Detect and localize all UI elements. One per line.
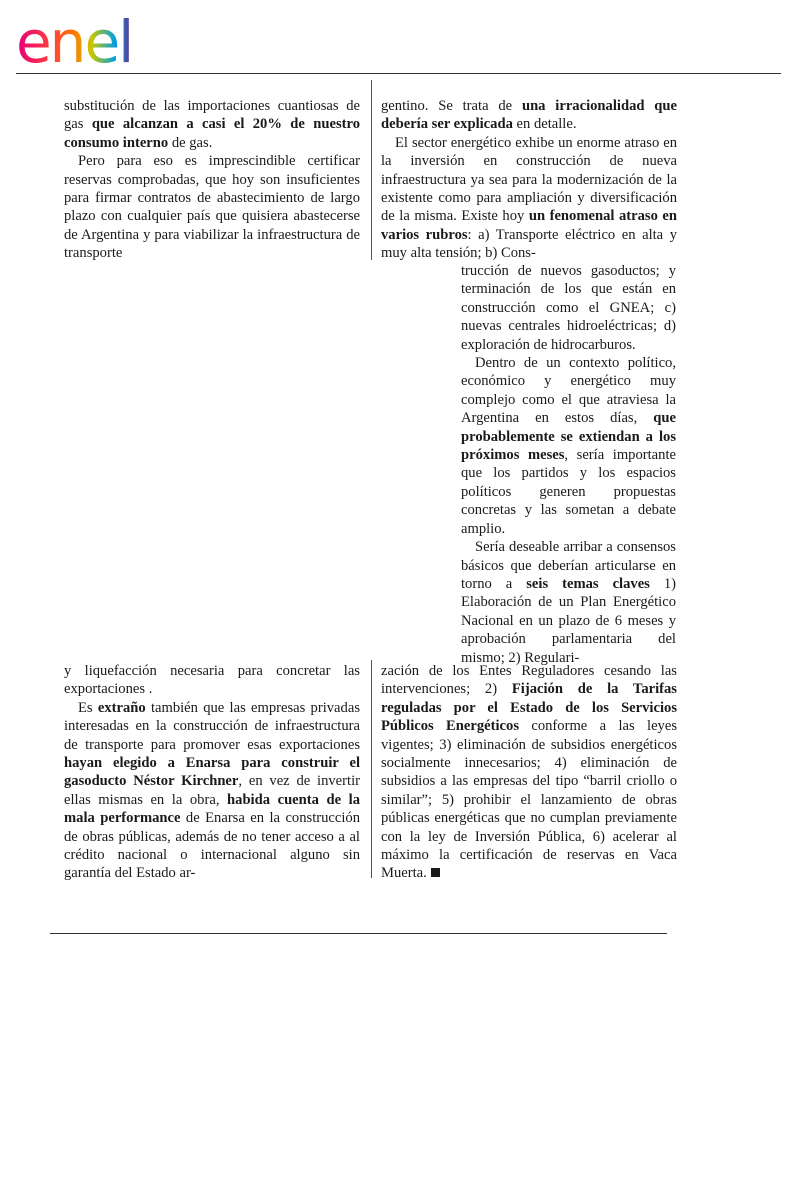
paragraph: trucción de nuevos gasoductos; y terminación de los que están en construcción como el GNEA; c) nuevas centrales hidroeléctricas; d) exploración de hidrocarburos.	[461, 263, 676, 353]
paragraph: El sector energético exhibe un enorme atraso en la inversión en construcción de nueva infraestructura ya sea para la modernización de la existente como para ampliación y diversificación de la misma. Existe hoy un fenomenal atraso en varios rubros: a) Transporte eléctrico en alta y muy alta tensión; b) Cons-	[381, 134, 677, 262]
enel-logo	[16, 6, 176, 70]
right-column-bottom	[381, 662, 677, 883]
right-column-top	[381, 97, 677, 263]
footer-rule	[50, 933, 667, 934]
left-column-bottom	[64, 662, 360, 883]
column-divider-top	[371, 80, 372, 260]
paragraph: Sería deseable arribar a consensos básicos que deberían articularse en torno a seis temas claves 1) Elaboración de un Plan Energético Nacional en un plazo de 6 meses y aprobación parlamentaria del mismo; 2) Regulari-	[461, 539, 676, 666]
paragraph: Dentro de un contexto político, económico y energético muy complejo como el que atraviesa la Argentina en estos días, que probablemente se extiendan a los próximos meses, sería importante que los partidos y los espacios políticos generen propuestas concretas y las sometan a debate amplio.	[461, 355, 676, 537]
paragraph: y liquefacción necesaria para concretar las exportaciones .	[64, 663, 360, 698]
paragraph: Es extraño también que las empresas privadas interesadas en la construcción de infraestructura de transporte para promover esas exportaciones hayan elegido a Enarsa para construir el gasoducto Néstor Kirchner, en vez de invertir ellas mismas en la obra, habida cuenta de la mala performance de Enarsa en la construcción de obras públicas, además de no tener acceso a al crédito nacional o internacional alguno sin garantía del Estado ar-	[64, 699, 361, 882]
column-divider-bottom	[371, 660, 372, 878]
paragraph: gentino. Se trata de una irracionalidad que debería ser explicada en detalle.	[381, 98, 677, 133]
logo-text: enel	[16, 8, 133, 70]
paragraph: Pero para eso es imprescindible certificar reservas comprobadas, que hoy son insuficientes para firmar contratos de abastecimiento de largo plazo con cualquier país que quisiera abastecerse de Argentina y para viabilizar la infraestructura de transporte	[64, 153, 360, 262]
end-of-article-mark	[431, 868, 440, 877]
right-column-narrow	[461, 262, 676, 667]
paragraph: substitución de las importaciones cuantiosas de gas que alcanzan a casi el 20% de nuestro consumo interno de gas.	[64, 98, 360, 151]
paragraph: zación de los Entes Reguladores cesando las intervenciones; 2) Fijación de la Tarifas reguladas por el Estado de los Servicios Públicos Energéticos conforme a las leyes vigentes; 3) eliminación de subsidios energéticos socialmente innecesarios; 4) eliminación de subsidios a las empresas del tipo “barril criollo o similar”; 5) prohibir el lanzamiento de obras públicas energéticas que no cumplan previamente con la ley de Inversión Pública, 6) acelerar al máximo la certificación de reservas en Vaca Muerta.	[381, 663, 678, 882]
header-rule	[16, 73, 781, 74]
left-column-top	[64, 97, 360, 263]
